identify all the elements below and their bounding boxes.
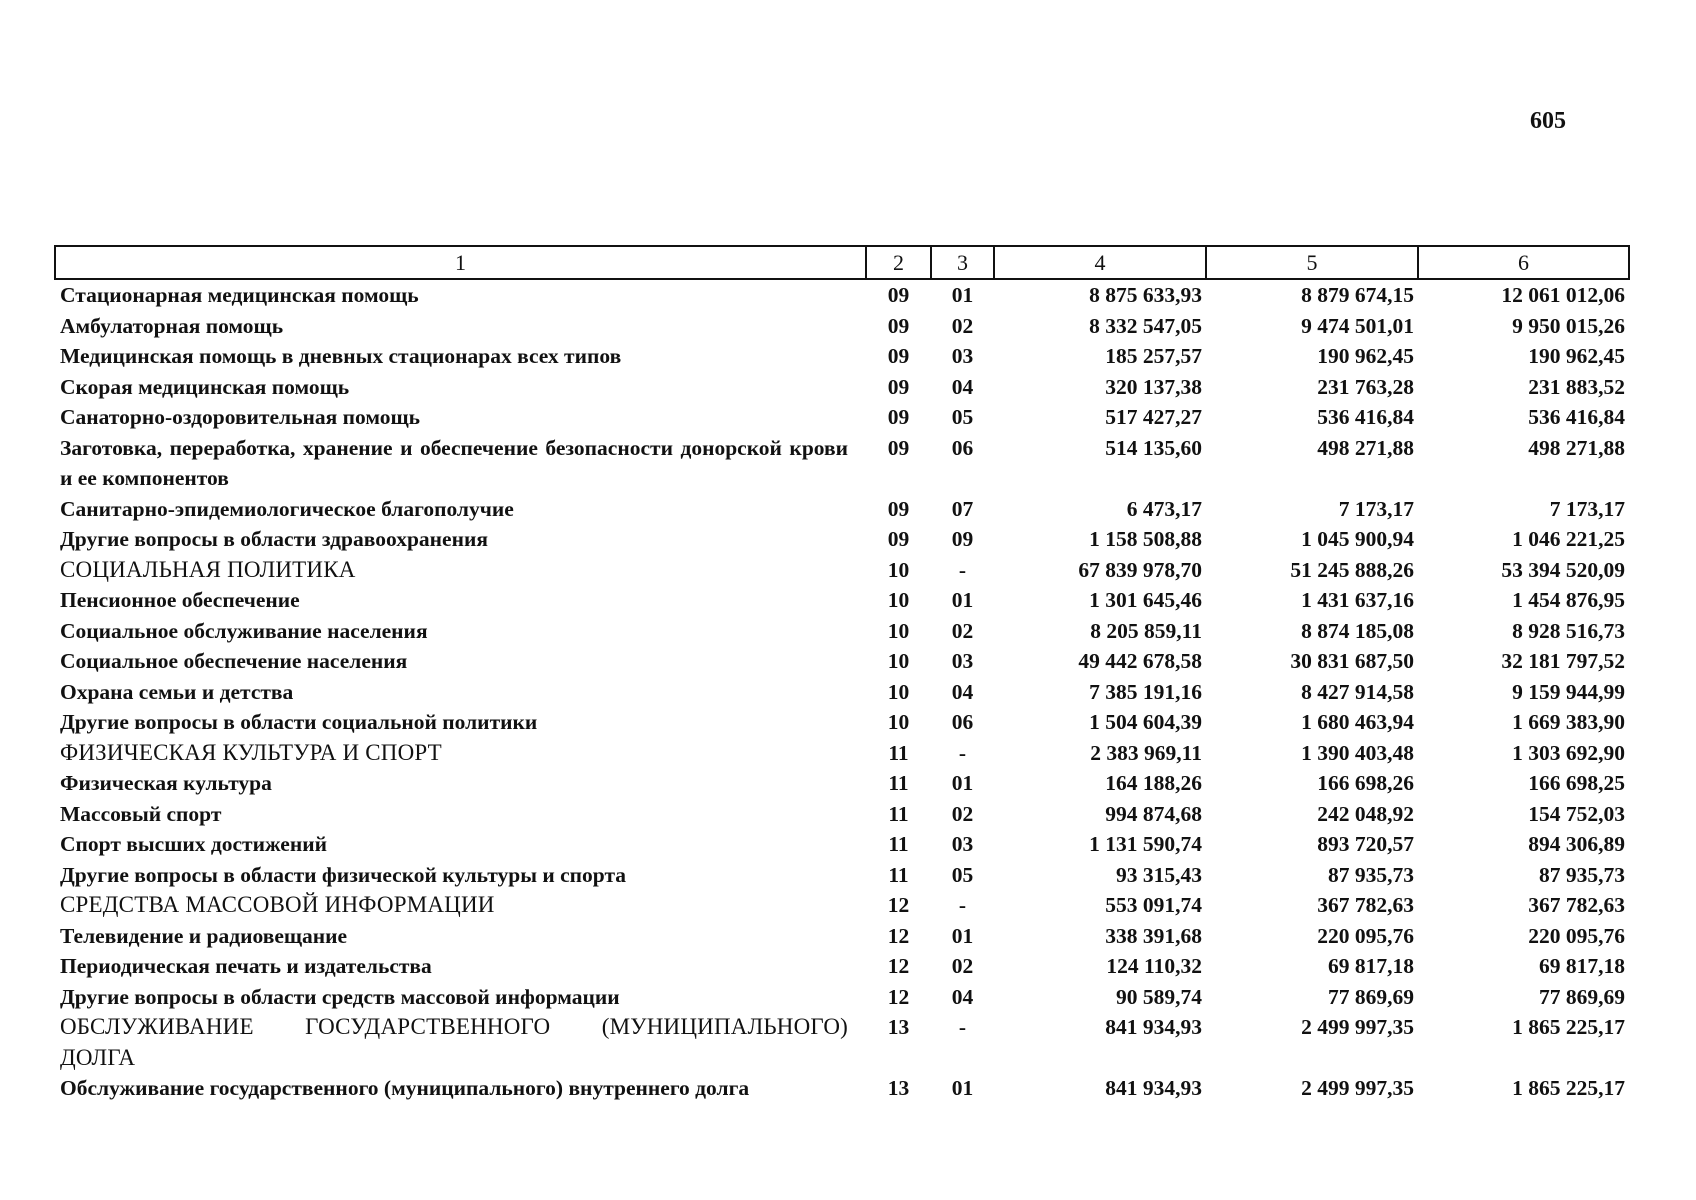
value-col-6: 9 950 015,26 bbox=[1512, 313, 1625, 338]
value-col-4: 185 257,57 bbox=[1105, 344, 1202, 368]
value-col-6: 190 962,45 bbox=[1528, 344, 1625, 368]
value-col-5: 367 782,63 bbox=[1317, 893, 1414, 917]
value-col-5: 220 095,76 bbox=[1317, 923, 1414, 948]
row-name: Скорая медицинская помощь bbox=[60, 374, 350, 399]
value-col-4: 1 158 508,88 bbox=[1089, 527, 1202, 551]
section-heading-row bbox=[55, 555, 1629, 586]
subsection-code: 06 bbox=[951, 710, 974, 734]
subsection-code: 05 bbox=[951, 862, 974, 887]
value-col-4: 164 188,26 bbox=[1105, 771, 1202, 795]
header-row bbox=[55, 246, 1629, 279]
row-name: Стационарная медицинская помощь bbox=[60, 283, 419, 307]
section-code: 10 bbox=[887, 679, 910, 704]
subsection-code: 04 bbox=[951, 679, 974, 704]
section-code: 11 bbox=[888, 832, 909, 856]
section-code: 10 bbox=[887, 649, 910, 673]
value-col-6: 367 782,63 bbox=[1528, 893, 1625, 917]
value-col-6: 87 935,73 bbox=[1539, 862, 1625, 887]
row-name: Другие вопросы в области здравоохранения bbox=[60, 527, 488, 551]
subsection-code: 01 bbox=[951, 283, 974, 307]
value-col-5: 166 698,26 bbox=[1317, 771, 1414, 795]
value-col-4: 7 385 191,16 bbox=[1089, 679, 1202, 704]
row-name: Другие вопросы в области физической культуры и спорта bbox=[60, 862, 627, 887]
value-col-6: 69 817,18 bbox=[1539, 954, 1625, 978]
subsection-code: 04 bbox=[951, 984, 974, 1009]
value-col-5: 8 874 185,08 bbox=[1301, 618, 1414, 643]
row-name: Массовый спорт bbox=[60, 801, 222, 826]
row-name: Обслуживание государственного (муниципального) внутреннего долга bbox=[60, 1076, 750, 1100]
subsection-code: 09 bbox=[951, 527, 974, 551]
value-col-4: 6 473,17 bbox=[1126, 496, 1202, 521]
row-name: Социальное обеспечение населения bbox=[60, 649, 408, 673]
subsection-code: 02 bbox=[951, 954, 974, 978]
value-col-4: 124 110,32 bbox=[1106, 954, 1202, 978]
section-code: 09 bbox=[887, 344, 910, 368]
table-row bbox=[55, 585, 1629, 616]
section-heading-row bbox=[55, 890, 1629, 921]
value-col-5: 1 390 403,48 bbox=[1301, 740, 1414, 765]
row-name: Спорт высших достижений bbox=[60, 832, 328, 856]
row-name: ОБСЛУЖИВАНИЕ ГОСУДАРСТВЕННОГО (МУНИЦИПАЛЬНОГО) ДОЛГА bbox=[60, 1014, 848, 1070]
table-row bbox=[55, 677, 1629, 708]
page-number: 605 bbox=[1530, 108, 1566, 134]
section-code: 12 bbox=[887, 923, 910, 948]
value-col-4: 517 427,27 bbox=[1105, 405, 1202, 429]
value-col-6: 1 046 221,25 bbox=[1512, 527, 1625, 551]
row-name: ФИЗИЧЕСКАЯ КУЛЬТУРА И СПОРТ bbox=[60, 739, 442, 765]
section-heading-row bbox=[55, 738, 1629, 769]
header-col-3: 3 bbox=[931, 246, 994, 279]
value-col-6: 77 869,69 bbox=[1539, 984, 1625, 1009]
section-code: 12 bbox=[887, 954, 910, 978]
value-col-5: 231 763,28 bbox=[1317, 374, 1414, 399]
subsection-code: - bbox=[958, 557, 967, 582]
row-name: Социальное обслуживание населения bbox=[60, 618, 428, 643]
value-col-5: 8 427 914,58 bbox=[1301, 679, 1414, 704]
row-name: Санаторно-оздоровительная помощь bbox=[60, 405, 420, 429]
header-col-1: 1 bbox=[55, 246, 866, 279]
subsection-code: 01 bbox=[951, 923, 974, 948]
row-name: Другие вопросы в области социальной политики bbox=[60, 710, 538, 734]
section-code: 09 bbox=[887, 496, 910, 521]
section-code: 10 bbox=[887, 557, 910, 582]
section-heading-row bbox=[55, 1012, 1629, 1073]
row-name: Санитарно-эпидемиологическое благополучие bbox=[60, 496, 514, 521]
subsection-code: 03 bbox=[951, 832, 974, 856]
value-col-4: 1 301 645,46 bbox=[1089, 588, 1202, 612]
value-col-4: 67 839 978,70 bbox=[1078, 557, 1202, 582]
value-col-4: 553 091,74 bbox=[1105, 893, 1202, 917]
subsection-code: 01 bbox=[951, 588, 974, 612]
value-col-5: 30 831 687,50 bbox=[1290, 649, 1414, 673]
value-col-6: 220 095,76 bbox=[1528, 923, 1625, 948]
subsection-code: - bbox=[958, 1015, 967, 1039]
value-col-6: 32 181 797,52 bbox=[1501, 649, 1625, 673]
table-row bbox=[55, 707, 1629, 738]
value-col-6: 1 669 383,90 bbox=[1512, 710, 1625, 734]
subsection-code: - bbox=[958, 893, 967, 917]
section-code: 10 bbox=[887, 618, 910, 643]
table-row bbox=[55, 951, 1629, 982]
value-col-4: 8 205 859,11 bbox=[1090, 618, 1202, 643]
value-col-5: 77 869,69 bbox=[1328, 984, 1414, 1009]
value-col-5: 9 474 501,01 bbox=[1301, 313, 1414, 338]
value-col-5: 2 499 997,35 bbox=[1301, 1076, 1414, 1100]
value-col-5: 69 817,18 bbox=[1328, 954, 1414, 978]
subsection-code: 02 bbox=[951, 618, 974, 643]
header-col-5: 5 bbox=[1206, 246, 1418, 279]
header-col-6: 6 bbox=[1418, 246, 1629, 279]
value-col-4: 841 934,93 bbox=[1105, 1015, 1202, 1039]
value-col-4: 514 135,60 bbox=[1105, 435, 1202, 460]
subsection-code: 03 bbox=[951, 649, 974, 673]
value-col-4: 8 332 547,05 bbox=[1089, 313, 1202, 338]
value-col-5: 2 499 997,35 bbox=[1301, 1015, 1414, 1039]
table-row bbox=[55, 860, 1629, 891]
value-col-5: 1 045 900,94 bbox=[1301, 527, 1414, 551]
subsection-code: 02 bbox=[951, 801, 974, 826]
row-name: СОЦИАЛЬНАЯ ПОЛИТИКА bbox=[60, 556, 356, 582]
section-code: 09 bbox=[887, 374, 910, 399]
row-name: Телевидение и радиовещание bbox=[60, 923, 348, 948]
value-col-5: 1 431 637,16 bbox=[1301, 588, 1414, 612]
value-col-4: 338 391,68 bbox=[1105, 923, 1202, 948]
row-name: Амбулаторная помощь bbox=[60, 313, 284, 338]
value-col-5: 893 720,57 bbox=[1317, 832, 1414, 856]
value-col-4: 1 131 590,74 bbox=[1089, 832, 1202, 856]
section-code: 11 bbox=[888, 862, 909, 887]
table-row bbox=[55, 1073, 1629, 1104]
table-row bbox=[55, 829, 1629, 860]
value-col-6: 1 865 225,17 bbox=[1512, 1015, 1625, 1039]
value-col-5: 242 048,92 bbox=[1317, 801, 1414, 826]
section-code: 11 bbox=[888, 801, 909, 826]
value-col-6: 894 306,89 bbox=[1528, 832, 1625, 856]
table-row bbox=[55, 279, 1629, 311]
section-code: 09 bbox=[887, 435, 910, 460]
section-code: 09 bbox=[887, 313, 910, 338]
header-col-2: 2 bbox=[866, 246, 931, 279]
value-col-6: 1 865 225,17 bbox=[1512, 1076, 1625, 1100]
value-col-6: 12 061 012,06 bbox=[1501, 283, 1625, 307]
row-name: Заготовка, переработка, хранение и обеспечение безопасности донорской крови и ее компонентов bbox=[60, 435, 848, 490]
value-col-5: 8 879 674,15 bbox=[1301, 283, 1414, 307]
section-code: 09 bbox=[887, 283, 910, 307]
subsection-code: 01 bbox=[951, 771, 974, 795]
value-col-6: 53 394 520,09 bbox=[1501, 557, 1625, 582]
value-col-5: 1 680 463,94 bbox=[1301, 710, 1414, 734]
section-code: 09 bbox=[887, 405, 910, 429]
value-col-4: 90 589,74 bbox=[1116, 984, 1202, 1009]
value-col-6: 231 883,52 bbox=[1528, 374, 1625, 399]
value-col-4: 994 874,68 bbox=[1105, 801, 1202, 826]
table-row bbox=[55, 524, 1629, 555]
value-col-4: 8 875 633,93 bbox=[1089, 283, 1202, 307]
subsection-code: 05 bbox=[951, 405, 974, 429]
section-code: 10 bbox=[887, 588, 910, 612]
value-col-6: 166 698,25 bbox=[1528, 771, 1625, 795]
value-col-5: 51 245 888,26 bbox=[1290, 557, 1414, 582]
section-code: 12 bbox=[887, 893, 910, 917]
subsection-code: - bbox=[958, 740, 967, 765]
value-col-6: 498 271,88 bbox=[1528, 435, 1625, 460]
subsection-code: 04 bbox=[951, 374, 974, 399]
subsection-code: 03 bbox=[951, 344, 974, 368]
value-col-5: 536 416,84 bbox=[1317, 405, 1414, 429]
table-row bbox=[55, 921, 1629, 952]
table-row bbox=[55, 982, 1629, 1013]
table-row bbox=[55, 616, 1629, 647]
section-code: 10 bbox=[887, 710, 910, 734]
value-col-4: 2 383 969,11 bbox=[1090, 740, 1202, 765]
value-col-4: 320 137,38 bbox=[1105, 374, 1202, 399]
subsection-code: 01 bbox=[951, 1076, 974, 1100]
row-name: Периодическая печать и издательства bbox=[60, 954, 432, 978]
table-row bbox=[55, 433, 1629, 494]
value-col-4: 49 442 678,58 bbox=[1078, 649, 1202, 673]
subsection-code: 06 bbox=[951, 435, 974, 460]
table-row bbox=[55, 311, 1629, 342]
row-name: Другие вопросы в области средств массовой информации bbox=[60, 984, 620, 1009]
table-row bbox=[55, 341, 1629, 372]
value-col-5: 7 173,17 bbox=[1338, 496, 1414, 521]
table-body bbox=[55, 279, 1629, 1104]
row-name: Медицинская помощь в дневных стационарах всех типов bbox=[60, 344, 622, 368]
value-col-5: 87 935,73 bbox=[1328, 862, 1414, 887]
section-code: 11 bbox=[888, 771, 909, 795]
value-col-6: 536 416,84 bbox=[1528, 405, 1625, 429]
section-code: 13 bbox=[887, 1076, 910, 1100]
table-row bbox=[55, 494, 1629, 525]
value-col-5: 190 962,45 bbox=[1317, 344, 1414, 368]
budget-table bbox=[54, 245, 1630, 1104]
row-name: Охрана семьи и детства bbox=[60, 679, 294, 704]
value-col-6: 7 173,17 bbox=[1549, 496, 1625, 521]
value-col-6: 9 159 944,99 bbox=[1512, 679, 1625, 704]
table-row bbox=[55, 646, 1629, 677]
value-col-4: 1 504 604,39 bbox=[1089, 710, 1202, 734]
section-code: 09 bbox=[887, 527, 910, 551]
row-name: Физическая культура bbox=[60, 771, 272, 795]
table-row bbox=[55, 402, 1629, 433]
subsection-code: 02 bbox=[951, 313, 974, 338]
row-name: СРЕДСТВА МАССОВОЙ ИНФОРМАЦИИ bbox=[60, 892, 495, 917]
value-col-4: 93 315,43 bbox=[1116, 862, 1202, 887]
value-col-6: 8 928 516,73 bbox=[1512, 618, 1625, 643]
section-code: 13 bbox=[887, 1015, 910, 1039]
value-col-5: 498 271,88 bbox=[1317, 435, 1414, 460]
section-code: 11 bbox=[888, 740, 909, 765]
value-col-6: 154 752,03 bbox=[1528, 801, 1625, 826]
value-col-6: 1 454 876,95 bbox=[1512, 588, 1625, 612]
value-col-6: 1 303 692,90 bbox=[1512, 740, 1625, 765]
row-name: Пенсионное обеспечение bbox=[60, 588, 300, 612]
value-col-4: 841 934,93 bbox=[1105, 1076, 1202, 1100]
table-row bbox=[55, 372, 1629, 403]
table-row bbox=[55, 799, 1629, 830]
section-code: 12 bbox=[887, 984, 910, 1009]
table-row bbox=[55, 768, 1629, 799]
subsection-code: 07 bbox=[951, 496, 974, 521]
header-col-4: 4 bbox=[994, 246, 1206, 279]
